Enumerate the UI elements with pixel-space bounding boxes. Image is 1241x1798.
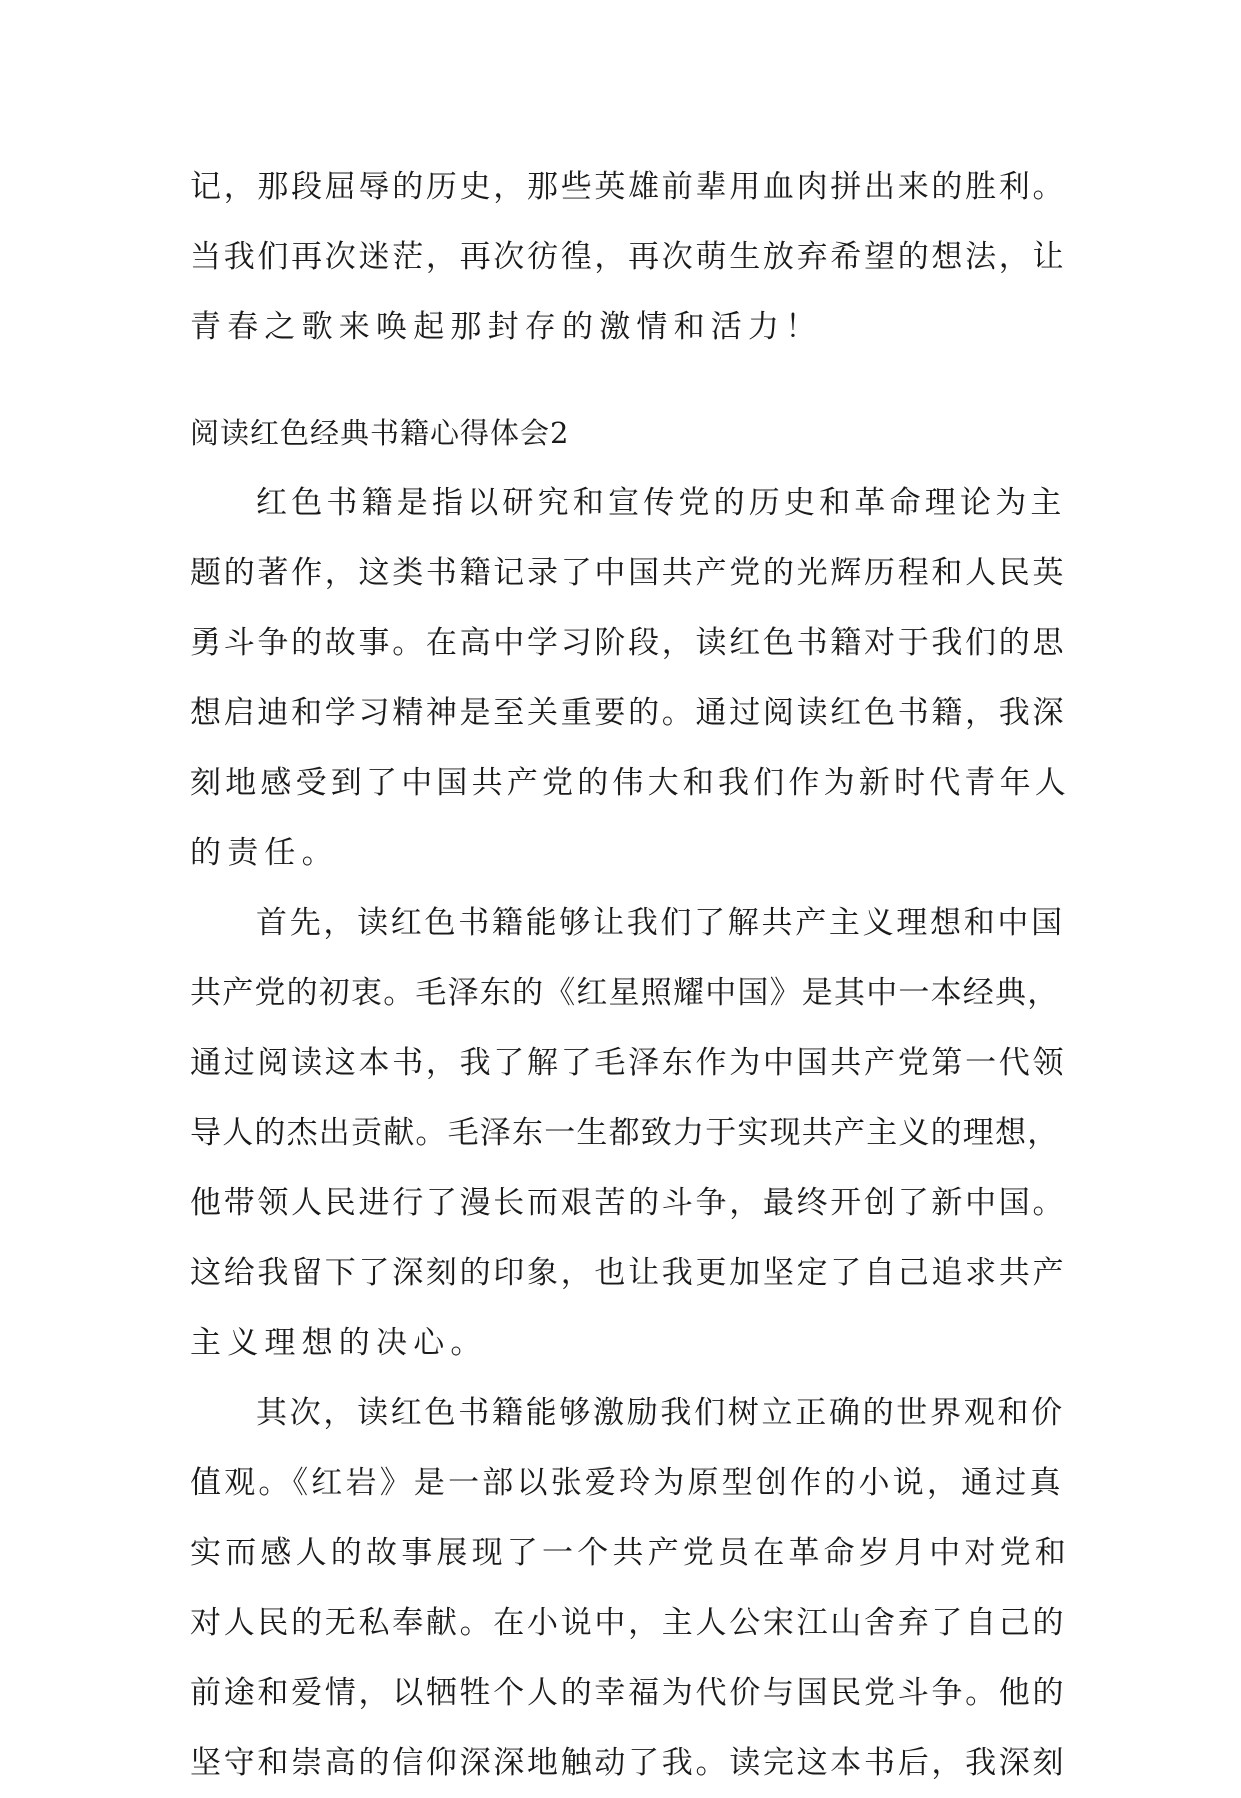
paragraph-first-line: 红色书籍是指以研究和宣传党的历史和革命理论为主 [256,485,1066,521]
text-line: 这给我留下了深刻的印象，也让我更加坚定了自己追求共产 [190,1255,1067,1291]
text-line: 的责任。 [190,835,339,871]
section-heading: 阅读红色经典书籍心得体会2 [190,416,570,450]
text-line: 导人的杰出贡献。毛泽东一生都致力于实现共产主义的理想， [190,1115,1060,1151]
text-line: 实而感人的故事展现了一个共产党员在革命岁月中对党和 [190,1535,1070,1571]
text-line: 值观。《红岩》是一部以张爱玲为原型创作的小说，通过真 [190,1465,1064,1501]
text-line: 主义理想的决心。 [190,1325,488,1361]
text-line: 想启迪和学习精神是至关重要的。通过阅读红色书籍，我深 [190,695,1067,731]
text-line: 他带领人民进行了漫长而艰苦的斗争，最终开创了新中国。 [190,1185,1067,1221]
text-line: 坚守和崇高的信仰深深地触动了我。读完这本书后，我深刻 [190,1745,1067,1781]
text-line: 共产党的初衷。毛泽东的《红星照耀中国》是其中一本经典， [190,975,1060,1011]
text-line: 对人民的无私奉献。在小说中，主人公宋江山舍弃了自己的 [190,1605,1067,1641]
text-line: 青春之歌来唤起那封存的激情和活力！ [190,309,823,345]
text-line: 刻地感受到了中国共产党的伟大和我们作为新时代青年人 [190,765,1070,801]
text-line: 通过阅读这本书，我了解了毛泽东作为中国共产党第一代领 [190,1045,1067,1081]
text-line: 勇斗争的故事。在高中学习阶段，读红色书籍对于我们的思 [190,625,1067,661]
text-line: 当我们再次迷茫，再次彷徨，再次萌生放弃希望的想法，让 [190,239,1067,275]
text-line: 记，那段屈辱的历史，那些英雄前辈用血肉拼出来的胜利。 [190,169,1067,205]
text-line: 前途和爱情，以牺牲个人的幸福为代价与国民党斗争。他的 [190,1675,1067,1711]
text-line: 题的著作，这类书籍记录了中国共产党的光辉历程和人民英 [190,555,1067,591]
paragraph-first-line: 首先，读红色书籍能够让我们了解共产主义理想和中国 [256,905,1065,941]
paragraph-first-line: 其次，读红色书籍能够激励我们树立正确的世界观和价 [256,1395,1065,1431]
